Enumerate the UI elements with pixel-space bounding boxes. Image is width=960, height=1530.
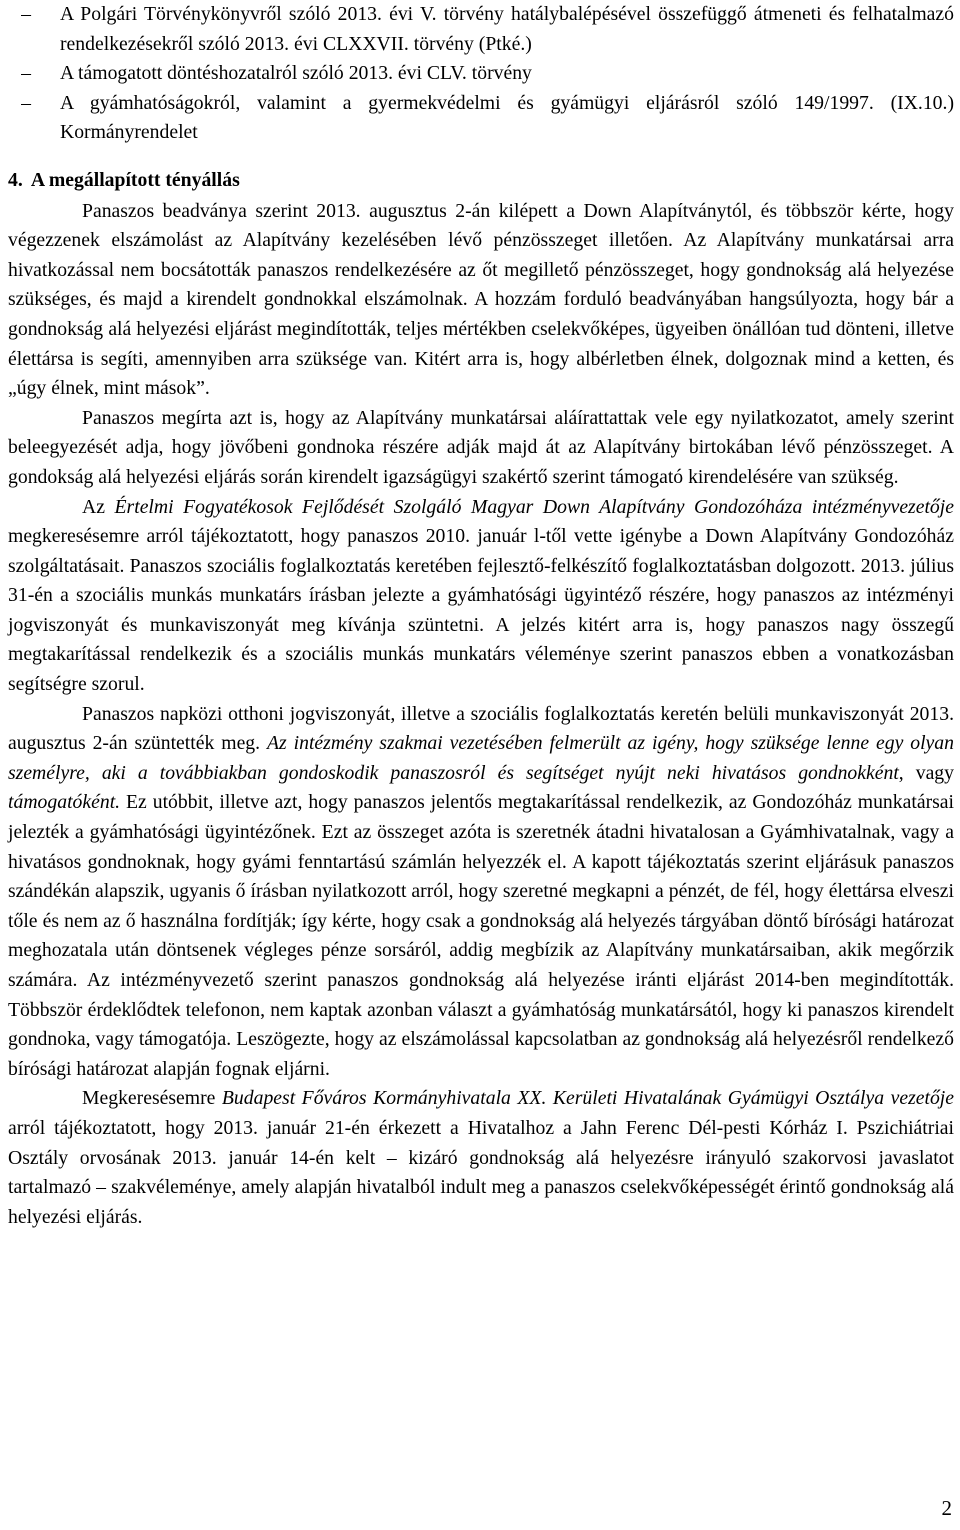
legal-basis-list bbox=[8, 0, 954, 148]
office-name: Budapest Főváros Kormányhivatala XX. Kerületi Hivatalának Gyámügyi Osztálya vezetője bbox=[221, 1087, 954, 1110]
paragraph-complaint: Panaszos beadványa szerint 2013. augusztus 2-án kilépett a Down Alapítványtól, és többször kérte, hogy végezzenek elszámolást az Alapítvány kezelésében lévő pénzösszeget illetően. Az Alapítvány munkatársai arra hivatkozással nem bocsátották panaszos rendelkezésére az őt megillető pénzösszeget, hogy gondnokság alá helyezése szükséges, és majd a kirendelt gondnokkal elszámolnak. A hozzám forduló beadványában hangsúlyozta, hogy bár a gondnokság alá helyezési eljárást megindították, teljes mértékben cselekvőképes, ügyeiben önállóan tud dönteni, illetve élettársa is segíti, amennyiben arra szüksége van. Kitért arra is, hogy albérletben élnek, dolgoznak mind a ketten, és „úgy élnek, mint mások”. bbox=[8, 199, 954, 400]
list-item bbox=[8, 59, 954, 89]
section-heading bbox=[8, 166, 954, 196]
paragraph-body: Ez utóbbit, illetve azt, hogy panaszos jelentős megtakarítással rendelkezik, az Gondozóház munkatársai jelezték a gyámhatósági ügyintézőnek. Ezt az összeget azóta is szeretnék átadni hivatalosan a Gyámhivatalnak, vagy a hivatásos gondnoknak, hogy gyámi fenntartású számlán helyezzék el. A kapott tájékoztatás szerint eljárásuk panaszos szándékán alapszik, ugyanis ő írásban nyilatkozott arról, hogy szeretné megkapni a pénzét, de fél, hogy élettársa elveszi tőle és nem az ő használna fordítják; így kérte, hogy csak a gondnokság alá helyezés tárgyában döntő bírósági határozat meghozatala után döntsenek végleges pénze sorsáról, addig megbízik az Alapítvány munkatársaiban, akik megőrzik számára. Az intézményvezető szerint panaszos gondnokság alá helyezése iránti eljárást 2014-ben megindították. Többször érdeklődtek telefonon, nem kaptak azonban választ a gyámhatóság munkatársától, hogy ki panaszos kirendelt gondnoka, vagy támogatója. Leszögezte, hogy az elszámolással kapcsolatban az gondnokság alá helyezésről rendelkező bírósági határozat alapján fognak eljárni. bbox=[8, 791, 954, 1080]
document-page bbox=[8, 0, 954, 1232]
list-item bbox=[8, 89, 954, 148]
bullet-dash: – bbox=[21, 91, 31, 114]
list-item-text: A támogatott döntéshozatalról szóló 2013. évi CLV. törvény bbox=[60, 62, 532, 85]
list-item bbox=[8, 0, 954, 59]
paragraph-employment-ended bbox=[8, 700, 954, 1085]
paragraph-declaration: Panaszos megírta azt is, hogy az Alapítvány munkatársai aláírattattak vele egy nyilatkozatot, amely szerint beleegyezését adja, hogy jövőbeni gondnoka részére adják majd át az Alapítvány birtokában lévő pénzösszeget. A gondokság alá helyezési eljárás során kirendelt igazságügyi szakértő szerint támogató kirendelésére van szükség. bbox=[8, 406, 954, 488]
list-item-text: A gyámhatóságokról, valamint a gyermekvédelmi és gyámügyi eljárásról szóló 149/1997. (IX.10.) Kormányrendelet bbox=[60, 91, 954, 144]
bullet-dash: – bbox=[21, 3, 31, 25]
list-item-text: A Polgári Törvénykönyvről szóló 2013. évi V. törvény hatálybalépésével összefüggő átmeneti és felhatalmazó rendelkezésekről szóló 2013. évi CLXXVII. törvény (Ptké.) bbox=[60, 3, 954, 55]
page-number: 2 bbox=[941, 1496, 952, 1520]
paragraph-lead: Megkeresésemre bbox=[82, 1087, 222, 1110]
italic-quote-end: támogatóként. bbox=[8, 791, 121, 814]
bullet-dash: – bbox=[21, 62, 31, 85]
section-title: A megállapított tényállás bbox=[30, 168, 240, 191]
italic-quote: Az intézmény szakmai vezetésében felmerült az igény, hogy szüksége lenne egy olyan személyre, aki a továbbiakban gondoskodik panaszosról és segítséget nyújt neki hivatásos gondnokként bbox=[8, 732, 954, 784]
paragraph-body: megkeresésemre arról tájékoztatott, hogy panaszos 2010. január l-től vette igénybe a Down Alapítvány Gondozóház szolgáltatásait. Panaszos szociális foglalkoztatás keretében fejlesztő-felkészítő foglalkoztatásban dolgozott. 2013. július 31-én a szociális munkás munkatárs írásban jelezte a gyámhatósági ügyintéző részére, hogy panaszos az intézményi jogviszonyát és munkaviszonyát meg kívánja szüntetni. A jelzés kitért arra is, hogy panaszos nagy összegű megtakarítással rendelkezik és a szociális munkás munkatárs véleménye szerint panaszos ebben a vonatkozásban segítségre szorul. bbox=[8, 525, 954, 696]
paragraph-connector: , vagy bbox=[898, 761, 954, 784]
paragraph-guardianship-office bbox=[8, 1084, 954, 1232]
section-number: 4. bbox=[8, 168, 23, 191]
institution-name: Értelmi Fogyatékosok Fejlődését Szolgáló Magyar Down Alapítvány Gondozóháza intézményvezetője bbox=[114, 495, 954, 518]
paragraph-lead: Panaszos napközi otthoni jogviszonyát, illetve a szociális foglalkoztatás keretén belüli munkaviszonyát 2013. augusztus 2-án szüntették meg. bbox=[8, 702, 954, 755]
paragraph-foundation-response bbox=[8, 493, 954, 700]
paragraph-lead: Az bbox=[82, 495, 115, 518]
paragraph-body: arról tájékoztatott, hogy 2013. január 21-én érkezett a Hivatalhoz a Jahn Ferenc Dél-pesti Kórház I. Pszichiátriai Osztály orvosának 2013. január 14-én kelt – kizáró gondnokság alá helyezésre irányuló szakorvosi javaslatot tartalmazó – szakvéleménye, amely alapján hivatalból indult meg a panaszos cselekvőképességét érintő gondnokság alá helyezési eljárás. bbox=[8, 1116, 954, 1228]
